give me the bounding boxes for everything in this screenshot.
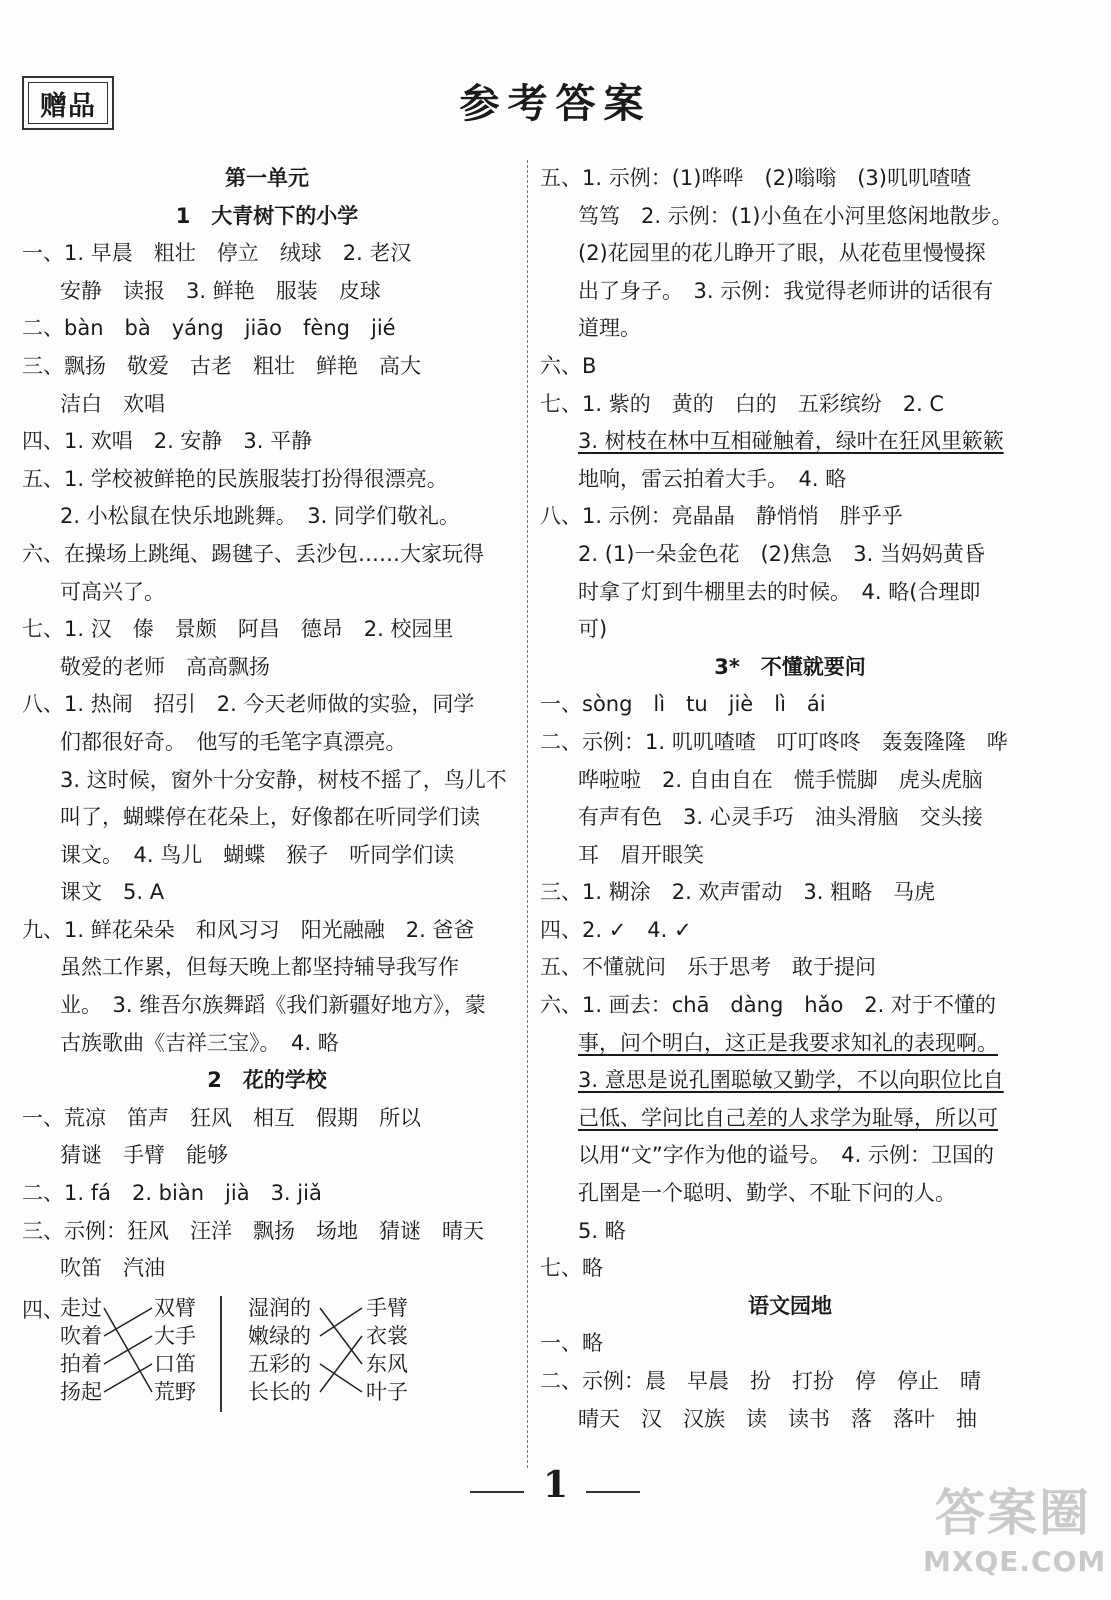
left-answer-line: 洁白 欢唱: [60, 391, 165, 416]
matching-word: 湿润的: [248, 1295, 311, 1320]
matching-word: 双臂: [154, 1295, 196, 1320]
left-answer-line: 九、1. 鲜花朵朵 和风习习 阳光融融 2. 爸爸: [22, 917, 475, 942]
left-answer-line: 三、示例：狂风 汪洋 飘扬 场地 猜谜 晴天: [22, 1218, 484, 1243]
matching-word: 叶子: [366, 1379, 408, 1404]
left-answer-line: 四、1. 欢唱 2. 安静 3. 平静: [22, 429, 313, 454]
right-column: [540, 160, 1040, 1438]
left-answer-line: 吹笛 汽油: [60, 1256, 165, 1281]
matching-word: 东风: [366, 1351, 408, 1376]
right-answer-line: 一、sòng lì tu jiè lì ái: [540, 692, 826, 717]
right-answer-line: 六、1. 画去：chā dàng hǎo 2. 对于不懂的: [540, 993, 997, 1018]
left-answer-line: 六、在操场上跳绳、踢毽子、丢沙包……大家玩得: [22, 541, 484, 566]
left-answer-line: 五、1. 学校被鲜艳的民族服装打扮得很漂亮。: [22, 466, 448, 491]
right-answer-line: 道理。: [578, 316, 641, 341]
matching-word: 荒野: [154, 1379, 196, 1404]
left-answer-line: 古族歌曲《吉祥三宝》。 4. 略: [60, 1030, 339, 1055]
matching-word: 口笛: [154, 1351, 196, 1376]
matching-exercise: [22, 1294, 512, 1414]
left-answer-line: 叫了，蝴蝶停在花朵上，好像都在听同学们读: [60, 805, 480, 830]
watermark-en: MXQE.COM: [923, 1545, 1107, 1578]
left-answer-line: 课文 5. A: [60, 880, 165, 905]
matching-connector: [320, 1308, 362, 1364]
right-answer-line: 三、1. 糊涂 2. 欢声雷动 3. 粗略 马虎: [540, 880, 936, 905]
right-answer-line: 二、示例：1. 叽叽喳喳 叮叮咚咚 轰轰隆隆 哗: [540, 729, 1008, 754]
page-number-dash-right: [586, 1491, 640, 1493]
left-answer-line: 敬爱的老师 高高飘扬: [60, 654, 270, 679]
right-answer-line: 地响，雷云拍着大手。 4. 略: [578, 466, 847, 491]
matching-connector: [320, 1308, 362, 1336]
gift-badge-label: 赠品: [28, 82, 108, 124]
right-answer-line: 耳 眉开眼笑: [578, 842, 704, 867]
left-answer-line: 3. 这时候，窗外十分安静，树枝不摇了，鸟儿不: [60, 767, 507, 792]
right-answer-line: 语文园地: [748, 1293, 832, 1318]
underlined-answer: 3. 意思是说孔圉聪敏又勤学，不以向职位比自: [578, 1068, 1004, 1093]
right-answer-line: 3* 不懂就要问: [714, 654, 866, 679]
left-answer-line: 2. 小松鼠在快乐地跳舞。 3. 同学们敬礼。: [60, 504, 460, 529]
right-answer-line: 有声有色 3. 心灵手巧 油头滑脑 交头接: [578, 805, 983, 830]
right-answer-line: 六、B: [540, 353, 597, 378]
right-answer-line: 出了身子。 3. 示例：我觉得老师讲的话很有: [578, 278, 994, 303]
right-answer-line: 一、略: [540, 1331, 603, 1356]
matching-connector: [320, 1364, 362, 1392]
matching-word: 扬起: [60, 1379, 102, 1404]
right-answer-line: [540, 1025, 1040, 1063]
left-answer-line: 一、1. 早晨 粗壮 停立 绒球 2. 老汉: [22, 241, 412, 266]
column-divider: [527, 160, 528, 1468]
right-answer-line: 五、1. 示例：(1)哗哗 (2)嗡嗡 (3)叽叽喳喳: [540, 166, 971, 190]
left-answer-line: 猜谜 手臂 能够: [60, 1143, 228, 1168]
left-answer-line: 第一单元: [225, 166, 309, 190]
underlined-answer: 己低、学问比自己差的人求学为耻辱，所以可: [578, 1105, 998, 1130]
matching-word: 大手: [154, 1323, 196, 1348]
page-title: 参考答案: [459, 80, 652, 127]
watermark-cn: 答案圈: [935, 1484, 1091, 1542]
left-answer-line: 三、飘扬 敬爱 古老 粗壮 鲜艳 高大: [22, 353, 421, 378]
matching-word: 走过: [60, 1295, 102, 1320]
right-answer-line: [540, 423, 1040, 461]
left-answer-line: 业。 3. 维吾尔族舞蹈《我们新疆好地方》，蒙: [60, 993, 486, 1018]
left-answer-line: 七、1. 汉 傣 景颇 阿昌 德昂 2. 校园里: [22, 617, 454, 642]
page-number: 1: [542, 1464, 569, 1506]
left-answer-line: 1 大青树下的小学: [175, 203, 359, 228]
left-answer-line: 虽然工作累，但每天晚上都坚持辅导我写作: [60, 955, 459, 980]
matching-label: 四、: [22, 1297, 64, 1322]
matching-word: 长长的: [248, 1379, 311, 1404]
left-answer-line: 们都很好奇。 他写的毛笔字真漂亮。: [60, 729, 407, 754]
right-answer-line: 以用“文”字作为他的谥号。 4. 示例：卫国的: [578, 1143, 994, 1168]
right-answer-line: 四、2. ✓ 4. ✓: [540, 917, 692, 942]
right-answer-line: [540, 1062, 1040, 1100]
right-answer-line: 二、示例：晨 早晨 扮 打扮 停 停止 晴: [540, 1369, 981, 1393]
left-answer-line: 课文。 4. 鸟儿 蝴蝶 猴子 听同学们读: [60, 842, 455, 867]
matching-word: 吹着: [60, 1323, 102, 1348]
right-answer-line: 5. 略: [578, 1218, 626, 1243]
right-answer-line: 时拿了灯到牛棚里去的时候。 4. 略(合理即: [578, 579, 981, 604]
right-answer-line: 哗啦啦 2. 自由自在 慌手慌脚 虎头虎脑: [578, 767, 983, 792]
left-answer-line: 安静 读报 3. 鲜艳 服装 皮球: [60, 278, 381, 303]
left-answer-line: 可高兴了。: [60, 579, 165, 604]
right-answer-line: (2)花园里的花儿睁开了眼，从花苞里慢慢探: [578, 241, 986, 266]
watermark: [923, 1482, 1107, 1592]
matching-connector: [320, 1336, 362, 1392]
left-answer-line: 八、1. 热闹 招引 2. 今天老师做的实验，同学: [22, 692, 475, 717]
right-answer-line: [540, 1100, 1040, 1138]
right-answer-line: 可): [578, 617, 608, 642]
right-answer-line: 孔圉是一个聪明、勤学、不耻下问的人。: [578, 1181, 956, 1206]
right-answer-line: 2. (1)一朵金色花 (2)焦急 3. 当妈妈黄昏: [578, 541, 985, 566]
underlined-answer: 3. 树枝在林中互相碰触着，绿叶在狂风里簌簌: [578, 429, 1004, 454]
left-column: [22, 160, 512, 1414]
matching-word: 拍着: [60, 1351, 102, 1376]
matching-lines: [22, 1294, 502, 1414]
right-answer-line: 晴天 汉 汉族 读 读书 落 落叶 抽: [578, 1406, 977, 1431]
matching-word: 五彩的: [248, 1351, 311, 1376]
matching-word: 嫩绿的: [248, 1323, 311, 1348]
right-answer-line: 八、1. 示例：亮晶晶 静悄悄 胖乎乎: [540, 504, 903, 529]
matching-connector: [104, 1336, 152, 1364]
matching-word: 衣裳: [366, 1323, 408, 1348]
right-answer-line: 五、不懂就问 乐于思考 敢于提问: [540, 955, 876, 980]
left-answer-line: 2 花的学校: [207, 1068, 327, 1093]
right-answer-line: 七、略: [540, 1256, 603, 1281]
left-answer-line: 一、荒凉 笛声 狂风 相互 假期 所以: [22, 1105, 421, 1130]
matching-word: 手臂: [366, 1295, 408, 1320]
left-answer-line: 二、bàn bà yáng jiāo fèng jié: [22, 316, 396, 341]
right-answer-line: 七、1. 紫的 黄的 白的 五彩缤纷 2. C: [540, 391, 945, 416]
underlined-answer: 事，问个明白，这正是我要求知礼的表现啊。: [578, 1030, 998, 1055]
right-answer-line: 笃笃 2. 示例：(1)小鱼在小河里悠闲地散步。: [578, 203, 1013, 228]
left-answer-line: 二、1. fá 2. biàn jià 3. jiǎ: [22, 1181, 322, 1206]
